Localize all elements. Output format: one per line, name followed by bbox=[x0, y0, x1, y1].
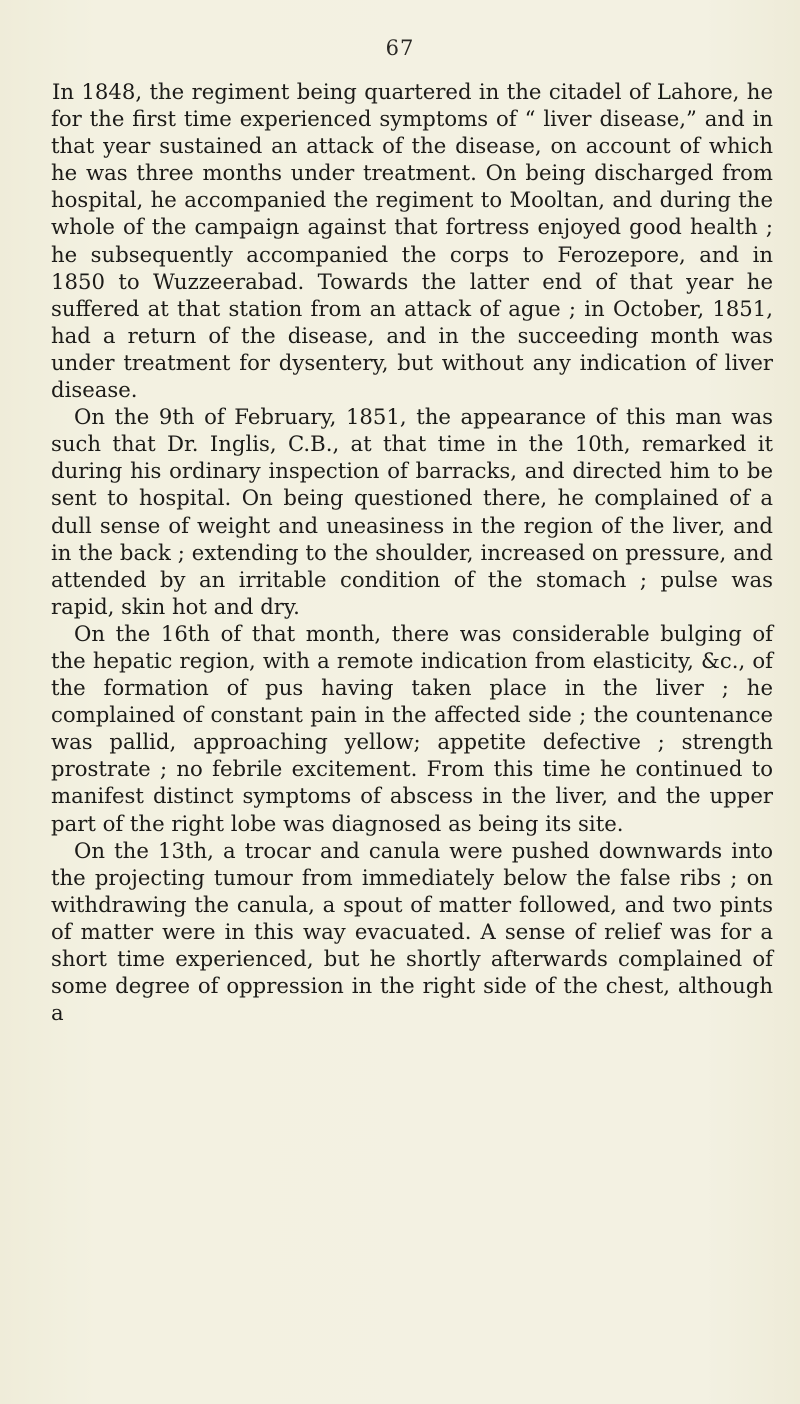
paragraph: On the 9th of February, 1851, the appearance of this man was such that Dr. Inglis, C.B., at that time in the 10th, remarked it during his ordinary inspection of barracks, and directed him to be sent to hospital. On being questioned there, he complained of a dull sense of weight and uneasiness in the region of the liver, and in the back ; extending to the shoulder, increased on pressure, and attended by an irritable condition of the stomach ; pulse was rapid, skin hot and dry. bbox=[51, 404, 773, 619]
page-number: 67 bbox=[385, 36, 415, 60]
paragraph: In 1848, the regiment being quartered in the citadel of Lahore, he for the first time experienced symptoms of “ liver disease,” and in that year sustained an attack of the disease, on account of which he was three months under treatment. On being discharged from hospital, he accompanied the regiment to Mooltan, and during the whole of the campaign against that fortress enjoyed good health ; he subsequently accompanied the corps to Ferozepore, and in 1850 to Wuzzeerabad. Towards the latter end of that year he suffered at that station from an attack of ague ; in October, 1851, had a return of the disease, and in the succeeding month was under treatment for dysentery, but without any indication of liver disease. bbox=[51, 79, 773, 403]
body-text bbox=[51, 78, 773, 1026]
paragraph: On the 16th of that month, there was considerable bulging of the hepatic region, with a remote indication from elasticity, &c., of the formation of pus having taken place in the liver ; he complained of constant pain in the affected side ; the countenance was pallid, approaching yellow; appetite defective ; strength prostrate ; no febrile excitement. From this time he continued to manifest distinct symptoms of abscess in the liver, and the upper part of the right lobe was diagnosed as being its site. bbox=[51, 620, 773, 836]
paragraph: On the 13th, a trocar and canula were pushed downwards into the projecting tumour from immediately below the false ribs ; on withdrawing the canula, a spout of matter followed, and two pints of matter were in this way evacuated. A sense of relief was for a short time experienced, but he shortly afterwards complained of some degree of oppression in the right side of the chest, although a bbox=[51, 837, 773, 1026]
